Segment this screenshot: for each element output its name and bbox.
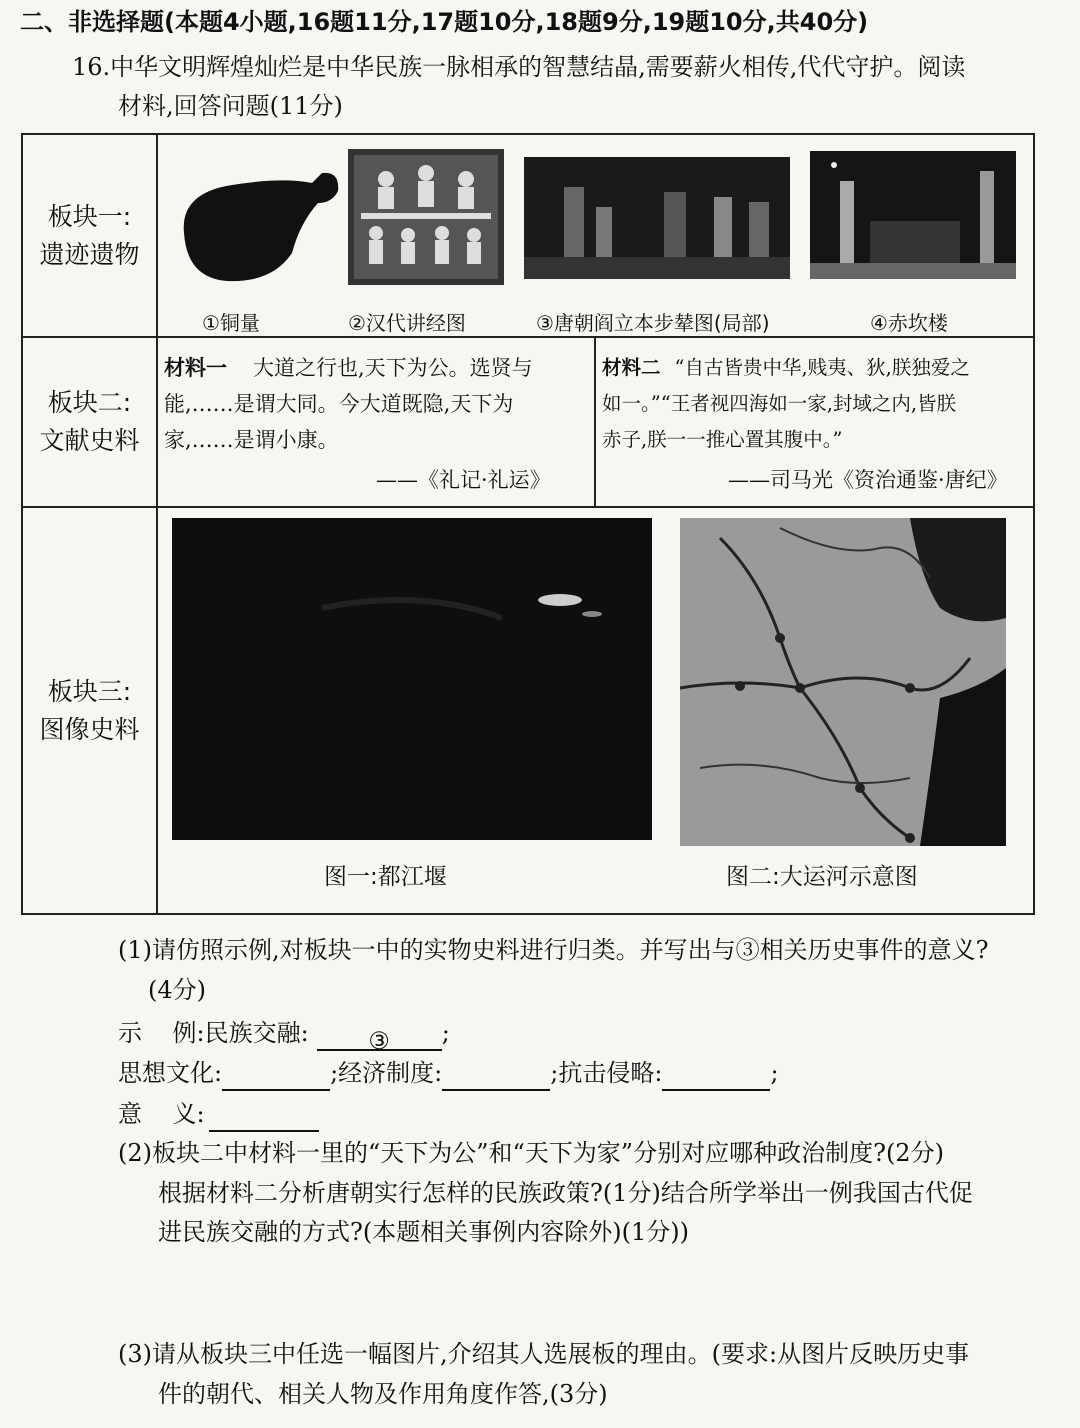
material1 [164, 350, 589, 458]
question-stem-line2: 材料,回答问题(11分) [118, 92, 343, 120]
block2-label-line1: 板块二: [47, 388, 132, 417]
q2-line2: 根据材料二分析唐朝实行怎样的民族政策?(1分)结合所学举出一例我国古代促 [158, 1179, 973, 1207]
block3-label-line1: 板块三: [47, 676, 132, 706]
caption-bronze-measure: ①铜量 [202, 311, 260, 335]
q1-meaning-label: 意 义: [118, 1100, 205, 1128]
caption-chikan-tower: ④赤坎楼 [870, 311, 948, 335]
q1-cat-economic-system: ;经济制度: [330, 1059, 443, 1087]
bunian-painting-image [524, 157, 790, 279]
answer-blank-meaning[interactable] [209, 1104, 319, 1132]
han-lecture-relief-image [346, 147, 506, 287]
q1-line2: (4分) [148, 976, 206, 1004]
bronze-measure-image [172, 163, 342, 288]
block3-label-line2: 图像史料 [39, 714, 140, 744]
material2-text3: 赤子,朕一一推心置其腹中。” [602, 428, 843, 451]
section-header: 二、非选择题(本题4小题,16题11分,17题10分,18题9分,19题10分,共40分) [20, 8, 869, 36]
block2-label [22, 337, 157, 507]
q1-meaning [118, 1096, 319, 1132]
answer-blank-resist-invasion[interactable] [662, 1063, 770, 1091]
material1-source: ——《礼记·礼运》 [376, 468, 551, 492]
block3-label [22, 507, 157, 914]
answer-blank-thought-culture[interactable] [222, 1063, 330, 1091]
answer-blank-economic-system[interactable] [442, 1063, 550, 1091]
material1-text1: 大道之行也,天下为公。选贤与 [253, 356, 533, 380]
material2-source: ——司马光《资治通鉴·唐纪》 [728, 468, 1008, 492]
dujiangyan-image [172, 518, 652, 840]
material2-text2: 如一。”“王者视四海如一家,封域之内,皆朕 [602, 392, 957, 415]
q1-categories: 思想文化: ;经济制度: ;抗击侵略: ; [118, 1055, 779, 1091]
block2-content [157, 337, 1034, 507]
chikan-tower-image [810, 151, 1016, 279]
material2-text1: “自古皆贵中华,贱夷、狄,朕独爱之 [674, 356, 970, 379]
grand-canal-map-image [680, 518, 1006, 846]
exhibit-table [21, 133, 1035, 915]
q1-example: 示 例:民族交融: ③ ; [118, 1019, 450, 1055]
q3-line2: 件的朝代、相关人物及作用角度作答,(3分) [158, 1380, 608, 1408]
block1-label [22, 134, 157, 337]
caption-bunian-painting: ③唐朝阎立本步辇图(局部) [536, 311, 770, 335]
q1-line1: (1)请仿照示例,对板块一中的实物史料进行归类。并写出与③相关历史事件的意义? [118, 936, 989, 964]
block1-label-line2: 遗迹遗物 [39, 239, 140, 269]
q3-line1: (3)请从板块三中任选一幅图片,介绍其人选展板的理由。(要求:从图片反映历史事 [118, 1340, 970, 1368]
caption-dujiangyan: 图一:都江堰 [324, 864, 447, 890]
q1-cat-thought-culture: 思想文化: [118, 1059, 223, 1087]
q2-line1: (2)板块二中材料一里的“天下为公”和“天下为家”分别对应哪种政治制度?(2分) [118, 1139, 944, 1167]
q1-cat-resist-invasion: ;抗击侵略: [550, 1059, 663, 1087]
block1-label-line1: 板块一: [47, 201, 132, 231]
material2 [602, 350, 1032, 458]
q1-example-answer: ③ [317, 1023, 442, 1051]
material1-text2: 能,……是谓大同。今大道既隐,天下为 [164, 392, 514, 416]
material1-title: 材料一 [164, 356, 227, 380]
q2-line3: 进民族交融的方式?(本题相关事例内容除外)(1分)) [158, 1218, 689, 1246]
material-divider [594, 338, 596, 506]
q1-example-label: 示 例:民族交融: [118, 1019, 309, 1047]
block1-content [157, 134, 1034, 337]
block2-label-line2: 文献史料 [39, 426, 140, 455]
caption-grand-canal: 图二:大运河示意图 [726, 864, 918, 890]
caption-han-lecture: ②汉代讲经图 [348, 311, 466, 335]
question-stem-line1: 16.中华文明辉煌灿烂是中华民族一脉相承的智慧结晶,需要薪火相传,代代守护。阅读 [72, 53, 966, 81]
material2-title: 材料二 [602, 356, 661, 379]
material1-text3: 家,……是谓小康。 [164, 428, 339, 452]
block3-content [157, 507, 1034, 914]
